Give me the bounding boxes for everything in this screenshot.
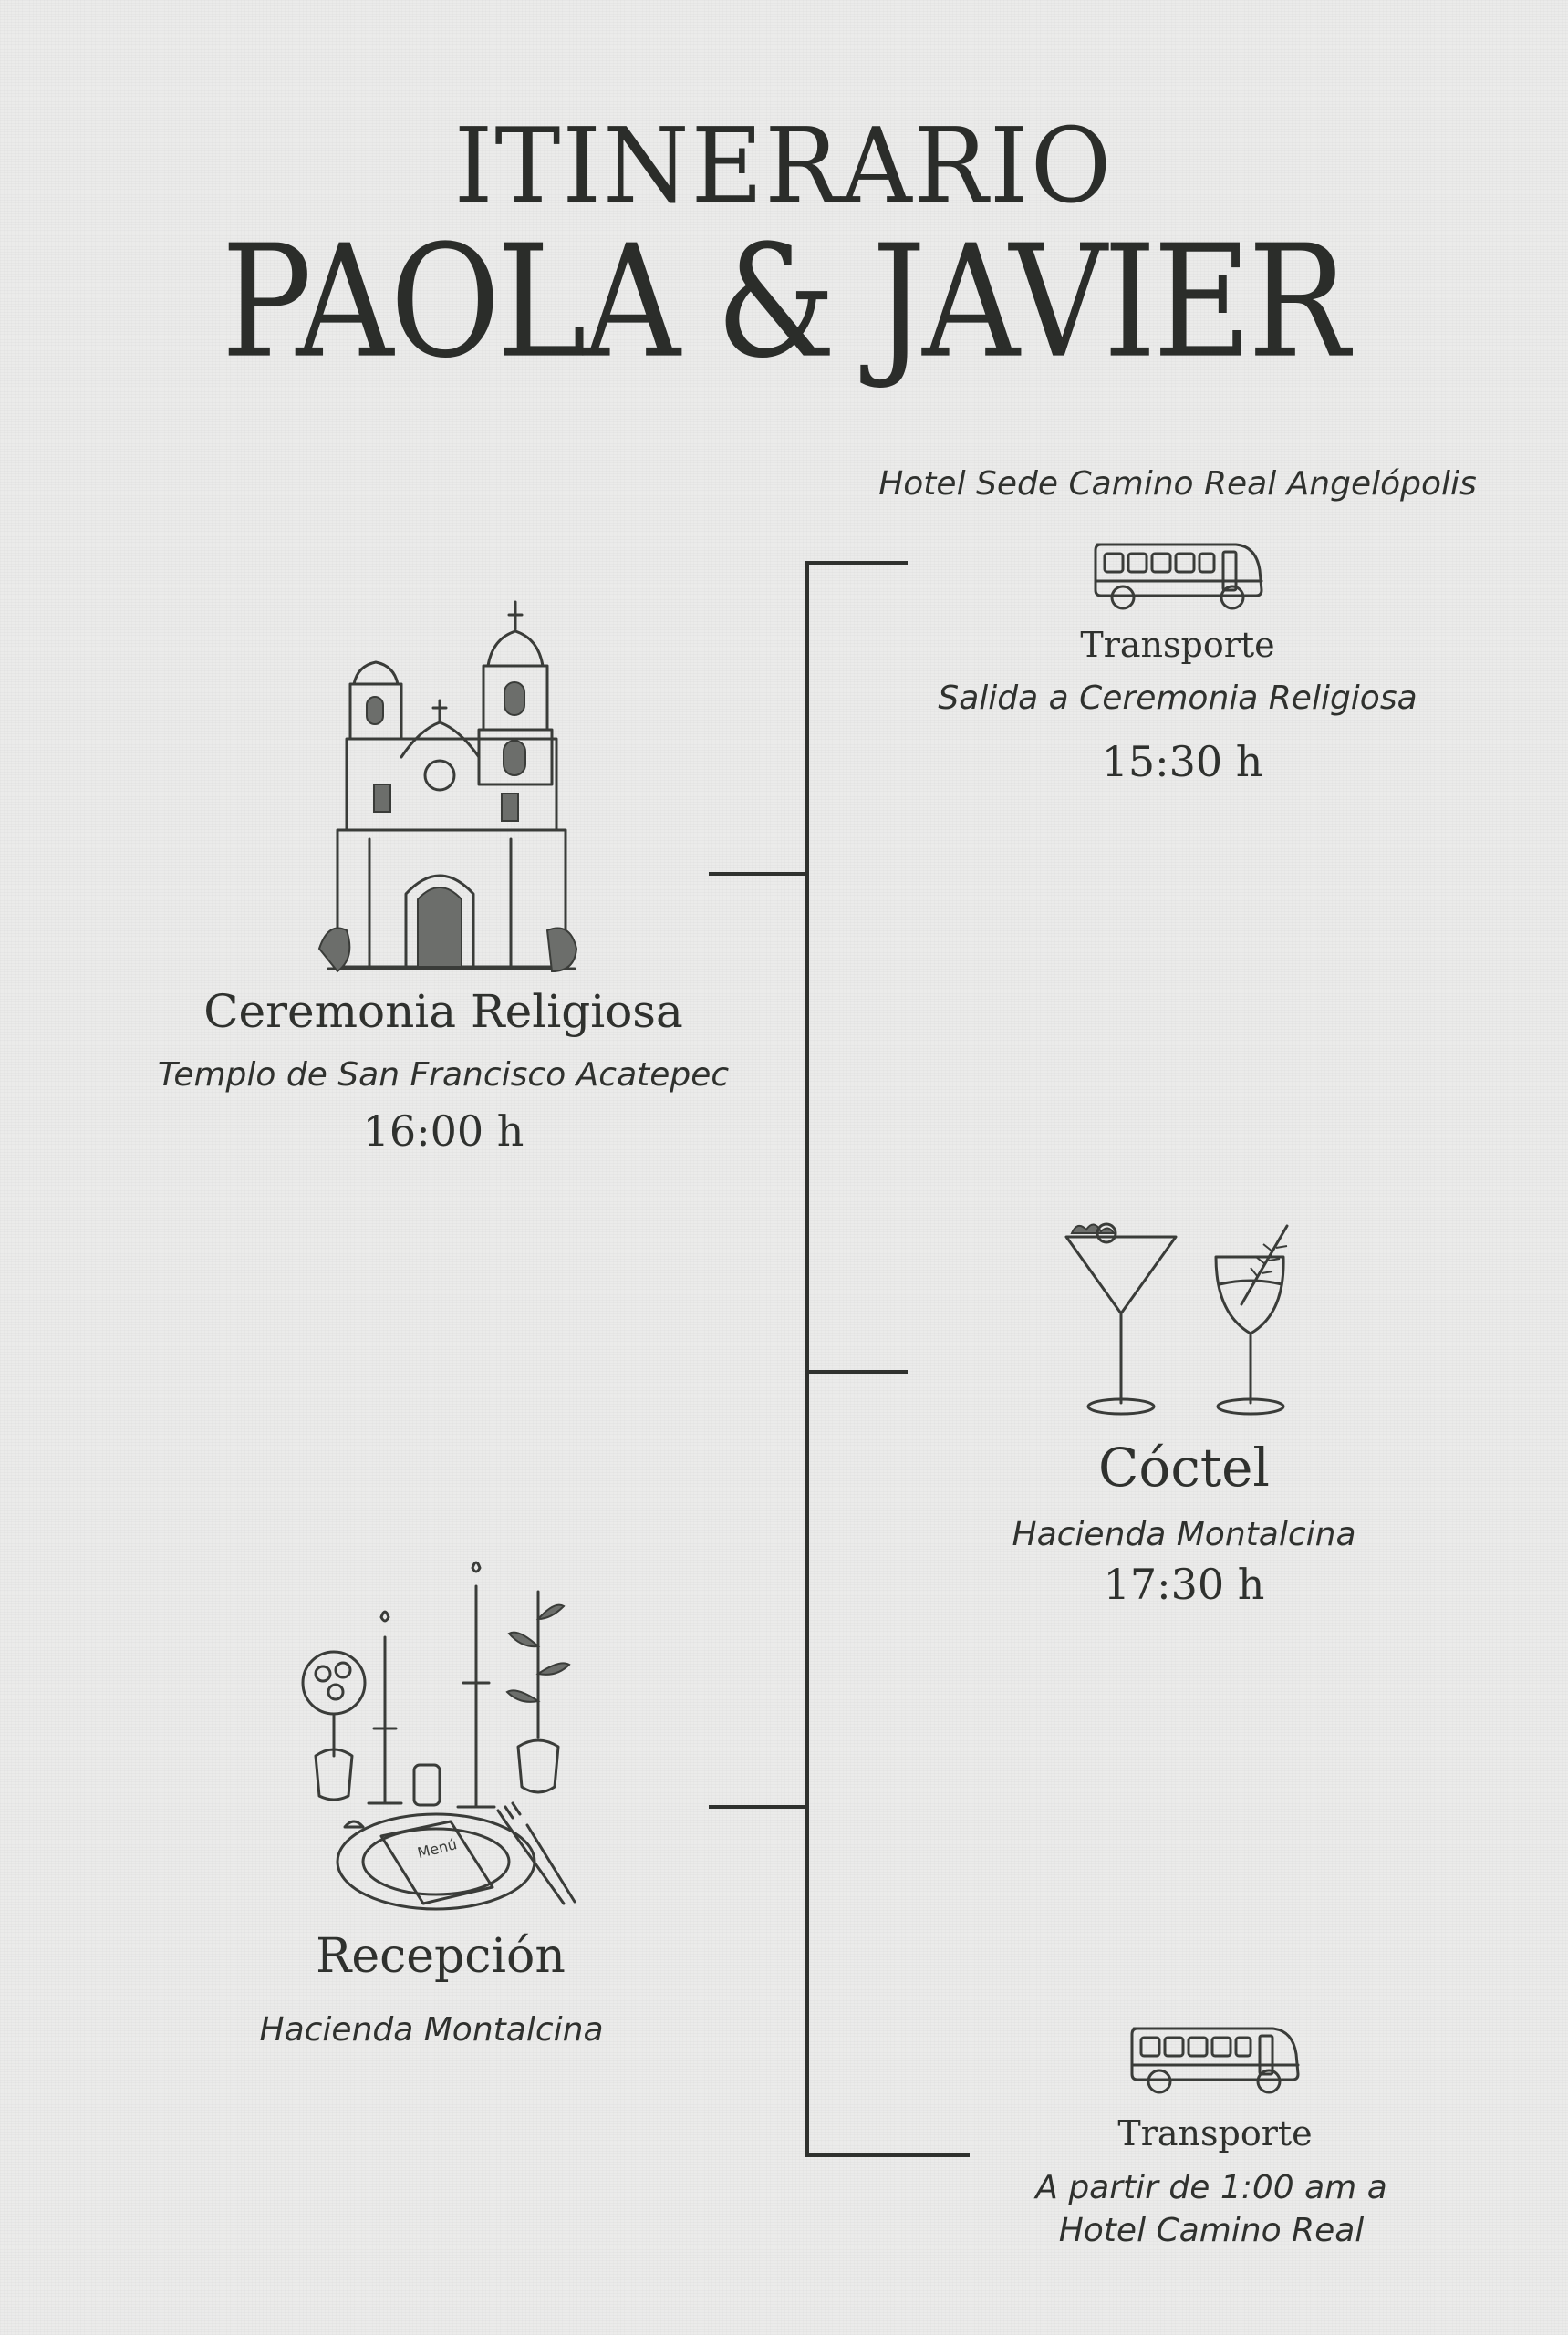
cocktail-time: 17:30 h <box>1103 1560 1265 1609</box>
reception-title: Recepción <box>316 1929 566 1984</box>
reception-location: Hacienda Montalcina <box>259 2011 604 2049</box>
church-icon <box>310 602 584 981</box>
timeline-branch-transport-1 <box>805 561 908 565</box>
cocktail-glasses-icon <box>1063 1213 1300 1423</box>
cocktail-location: Hacienda Montalcina <box>1012 1516 1356 1553</box>
timeline-branch-cocktail <box>805 1370 908 1374</box>
transport-1-time: 15:30 h <box>1101 737 1263 786</box>
ceremony-title: Ceremonia Religiosa <box>203 985 683 1038</box>
page-title: ITINERARIO <box>453 106 1114 227</box>
transport-2-title: Transporte <box>1117 2113 1313 2153</box>
cocktail-title: Cóctel <box>1098 1437 1270 1499</box>
transport-1-origin: Hotel Sede Camino Real Angelópolis <box>878 465 1477 503</box>
ceremony-time: 16:00 h <box>362 1106 524 1156</box>
bus-icon <box>1090 534 1263 616</box>
timeline-branch-transport-2 <box>805 2153 970 2157</box>
timeline-branch-ceremony <box>709 872 807 876</box>
timeline-branch-reception <box>709 1805 807 1809</box>
ceremony-location: Templo de San Francisco Acatepec <box>157 1056 730 1094</box>
menu-card-text: Menú <box>415 1835 459 1863</box>
transport-1-title: Transporte <box>1080 625 1275 665</box>
couple-names: PAOLA & JAVIER <box>221 212 1346 392</box>
timeline-spine <box>805 561 809 2157</box>
table-setting-icon <box>290 1564 591 1920</box>
transport-1-subtitle: Salida a Ceremonia Religiosa <box>938 680 1417 717</box>
transport-2-subtitle-line1: A partir de 1:00 am a <box>1035 2169 1387 2206</box>
bus-icon <box>1127 2018 1300 2100</box>
transport-2-subtitle-line2: Hotel Camino Real <box>1058 2212 1365 2249</box>
